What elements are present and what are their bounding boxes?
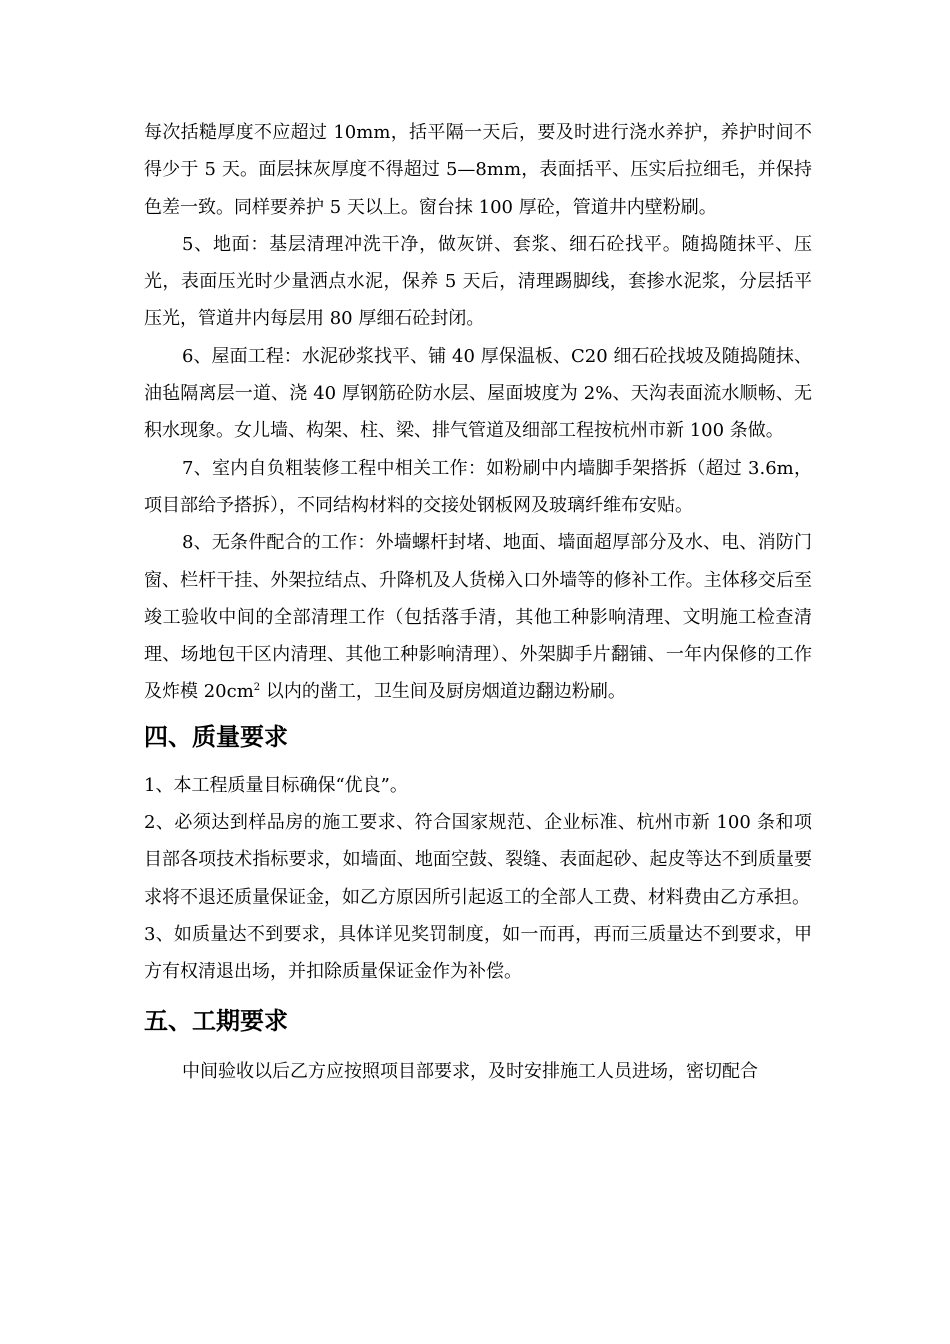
paragraph-roof: 6、屋面工程：水泥砂浆找平、铺 40 厚保温板、C20 细石砼找坡及随捣随抹、油毡隔离层一道、浇 40 厚钢筋砼防水层、屋面坡度为 2%、天沟表面流水顺畅、无积水现象。女儿墙、构架、柱、梁、排气管道及细部工程按杭州市新 100 条做。 xyxy=(144,345,812,442)
paragraph-cooperation-text-b: 以内的凿工，卫生间及厨房烟道边翻边粉刷。 xyxy=(260,681,626,703)
paragraph-floor: 5、地面：基层清理冲洗干净，做灰饼、套浆、细石砼找平。随捣随抹平、压光，表面压光时少量洒点水泥，保养 5 天后，清理踢脚线，套掺水泥浆，分层括平压光，管道井内每层用 80 厚细石砼封闭。 xyxy=(144,233,812,330)
quality-item-3: 3、如质量达不到要求，具体详见奖罚制度，如一而再，再而三质量达不到要求，甲方有权清退出场，并扣除质量保证金作为补偿。 xyxy=(144,923,812,983)
paragraph-plastering: 每次括糙厚度不应超过 10mm，括平隔一天后，要及时进行浇水养护，养护时间不得少于 5 天。面层抹灰厚度不得超过 5—8mm，表面括平、压实后拉细毛，并保持色差一致。同样要养护 5 天以上。窗台抹 100 厚砼，管道井内壁粉刷。 xyxy=(144,122,812,218)
superscript-squared: 2 xyxy=(253,682,261,694)
document-page xyxy=(144,114,812,1090)
paragraph-cooperation xyxy=(144,524,812,710)
section-heading-schedule: 五、工期要求 xyxy=(144,1006,288,1035)
paragraph-interior: 7、室内自负粗装修工程中相关工作：如粉刷中内墙脚手架搭拆（超过 3.6m，项目部给予搭拆），不同结构材料的交接处钢板网及玻璃纤维布安贴。 xyxy=(144,457,812,516)
paragraph-cooperation-text-a: 8、无条件配合的工作：外墙螺杆封堵、地面、墙面超厚部分及水、电、消防门窗、栏杆干挂、外架拉结点、升降机及人货梯入口外墙等的修补工作。主体移交后至竣工验收中间的全部清理工作（包括落手清，其他工种影响清理、文明施工检查清理、场地包干区内清理、其他工种影响清理）、外架脚手片翻铺、一年内保修的工作及炸模 20cm xyxy=(144,532,812,703)
schedule-paragraph: 中间验收以后乙方应按照项目部要求，及时安排施工人员进场，密切配合 xyxy=(182,1060,758,1082)
section-heading-quality: 四、质量要求 xyxy=(144,722,288,751)
quality-item-1: 1、本工程质量目标确保“优良”。 xyxy=(144,774,408,796)
quality-item-2: 2、必须达到样品房的施工要求、符合国家规范、企业标准、杭州市新 100 条和项目部各项技术指标要求，如墙面、地面空鼓、裂缝、表面起砂、起皮等达不到质量要求将不退还质量保证金，如乙方原因所引起返工的全部人工费、材料费由乙方承担。 xyxy=(144,812,812,908)
